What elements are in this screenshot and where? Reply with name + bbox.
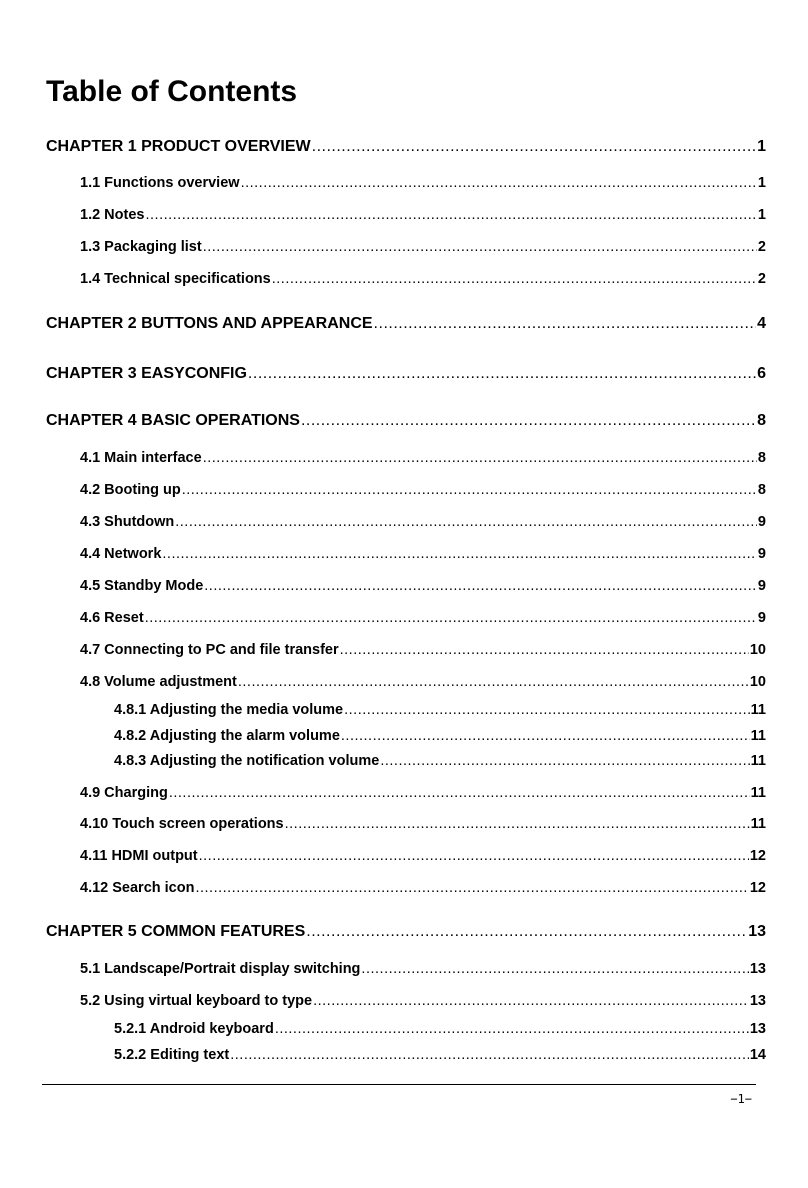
toc-page: 6 — [757, 365, 766, 382]
dot-leader — [230, 1045, 749, 1065]
dot-leader — [199, 846, 749, 866]
toc-label: 1.4 Technical specifications — [80, 271, 271, 287]
toc-subsection-4-8-3[interactable] — [114, 751, 766, 771]
toc-section-4-9[interactable] — [80, 783, 766, 803]
toc-page: 2 — [757, 271, 766, 287]
dot-leader — [340, 640, 749, 660]
dot-leader — [238, 672, 749, 692]
toc-label: 1.2 Notes — [80, 207, 145, 223]
dot-leader — [341, 726, 750, 746]
toc-page: 12 — [749, 880, 766, 896]
toc-page: 11 — [750, 785, 766, 801]
dot-leader — [285, 814, 750, 834]
toc-chapter-3[interactable] — [46, 364, 766, 384]
toc-label: 1.1 Functions overview — [80, 175, 240, 191]
toc-section-1-3[interactable] — [80, 237, 766, 257]
toc-label: CHAPTER 3 EASYCONFIG — [46, 365, 247, 382]
footer-rule — [42, 1084, 756, 1085]
toc-label: CHAPTER 4 BASIC OPERATIONS — [46, 412, 300, 429]
toc-label: 4.12 Search icon — [80, 880, 195, 896]
toc-page: 13 — [749, 961, 766, 977]
toc-page: 13 — [749, 993, 766, 1009]
dot-leader — [275, 1019, 749, 1039]
dot-leader — [203, 237, 757, 257]
toc-label: 4.11 HDMI output — [80, 848, 198, 864]
dot-leader — [204, 576, 757, 596]
dot-leader — [203, 448, 757, 468]
toc-page: 1 — [757, 138, 766, 155]
toc-page: 11 — [750, 816, 766, 832]
toc-section-1-4[interactable] — [80, 269, 766, 289]
toc-subsection-5-2-2[interactable] — [114, 1045, 766, 1065]
dot-leader — [380, 751, 749, 771]
dot-leader — [344, 700, 750, 720]
toc-subsection-4-8-2[interactable] — [114, 726, 766, 746]
dot-leader — [169, 783, 750, 803]
dot-leader — [241, 173, 757, 193]
toc-section-4-10[interactable] — [80, 814, 766, 834]
toc-label: CHAPTER 2 BUTTONS AND APPEARANCE — [46, 315, 373, 332]
toc-page: 1 — [757, 175, 766, 191]
page-number: −1− — [730, 1092, 752, 1106]
toc-page: 9 — [757, 546, 766, 562]
dot-leader — [272, 269, 757, 289]
toc-page: 12 — [749, 848, 766, 864]
toc-label: 1.3 Packaging list — [80, 239, 202, 255]
toc-section-5-1[interactable] — [80, 959, 766, 979]
toc-label: 5.1 Landscape/Portrait display switching — [80, 961, 361, 977]
dot-leader — [312, 137, 756, 157]
toc-section-4-8[interactable] — [80, 672, 766, 692]
toc-page: 11 — [750, 702, 766, 718]
toc-label: 4.2 Booting up — [80, 482, 181, 498]
toc-section-4-7[interactable] — [80, 640, 766, 660]
page-title: Table of Contents — [46, 75, 298, 108]
toc-section-4-2[interactable] — [80, 480, 766, 500]
toc-page: 13 — [749, 1021, 766, 1037]
dot-leader — [145, 205, 756, 225]
toc-section-4-4[interactable] — [80, 544, 766, 564]
toc-label: 4.6 Reset — [80, 610, 144, 626]
toc-label: 4.1 Main interface — [80, 450, 202, 466]
toc-page: 9 — [757, 514, 766, 530]
toc-label: 4.8.3 Adjusting the notification volume — [114, 753, 380, 769]
toc-page: 8 — [757, 482, 766, 498]
toc-label: CHAPTER 5 COMMON FEATURES — [46, 923, 306, 940]
dot-leader — [182, 480, 757, 500]
toc-page: 2 — [757, 239, 766, 255]
toc-subsection-5-2-1[interactable] — [114, 1019, 766, 1039]
toc-page: 9 — [757, 610, 766, 626]
toc-page: 11 — [750, 728, 766, 744]
toc-section-4-5[interactable] — [80, 576, 766, 596]
toc-section-4-12[interactable] — [80, 878, 766, 898]
toc-label: 4.8 Volume adjustment — [80, 674, 237, 690]
toc-section-4-6[interactable] — [80, 608, 766, 628]
toc-page: 9 — [757, 578, 766, 594]
toc-page: 8 — [757, 412, 766, 429]
dot-leader — [301, 411, 756, 431]
toc-page: 8 — [757, 450, 766, 466]
toc-section-1-1[interactable] — [80, 173, 766, 193]
toc-section-4-3[interactable] — [80, 512, 766, 532]
dot-leader — [361, 959, 748, 979]
dot-leader — [248, 364, 756, 384]
toc-label: 5.2.2 Editing text — [114, 1047, 230, 1063]
toc-page: 11 — [750, 753, 766, 769]
toc-page: 10 — [749, 674, 766, 690]
toc-label: 4.7 Connecting to PC and file transfer — [80, 642, 339, 658]
toc-label: 4.3 Shutdown — [80, 514, 175, 530]
dot-leader — [313, 991, 749, 1011]
toc-section-1-2[interactable] — [80, 205, 766, 225]
toc-chapter-5[interactable] — [46, 922, 766, 942]
toc-page: 1 — [757, 207, 766, 223]
toc-label: 5.2.1 Android keyboard — [114, 1021, 274, 1037]
toc-page: 14 — [749, 1047, 766, 1063]
toc-label: 4.4 Network — [80, 546, 162, 562]
dot-leader — [374, 314, 757, 334]
dot-leader — [145, 608, 757, 628]
toc-chapter-2[interactable] — [46, 314, 766, 334]
toc-label: 4.10 Touch screen operations — [80, 816, 284, 832]
toc-subsection-4-8-1[interactable] — [114, 700, 766, 720]
toc-section-4-11[interactable] — [80, 846, 766, 866]
toc-label: 5.2 Using virtual keyboard to type — [80, 993, 313, 1009]
toc-section-4-1[interactable] — [80, 448, 766, 468]
toc-label: CHAPTER 1 PRODUCT OVERVIEW — [46, 138, 311, 155]
dot-leader — [306, 922, 747, 942]
toc-chapter-4[interactable] — [46, 411, 766, 431]
toc-page: 4 — [757, 315, 766, 332]
dot-leader — [162, 544, 757, 564]
toc-page: 13 — [748, 923, 766, 940]
toc-label: 4.5 Standby Mode — [80, 578, 204, 594]
toc-label: 4.9 Charging — [80, 785, 168, 801]
toc-label: 4.8.2 Adjusting the alarm volume — [114, 728, 340, 744]
dot-leader — [195, 878, 748, 898]
toc-section-5-2[interactable] — [80, 991, 766, 1011]
toc-page: 10 — [749, 642, 766, 658]
toc-chapter-1[interactable] — [46, 137, 766, 157]
dot-leader — [175, 512, 757, 532]
toc-label: 4.8.1 Adjusting the media volume — [114, 702, 344, 718]
